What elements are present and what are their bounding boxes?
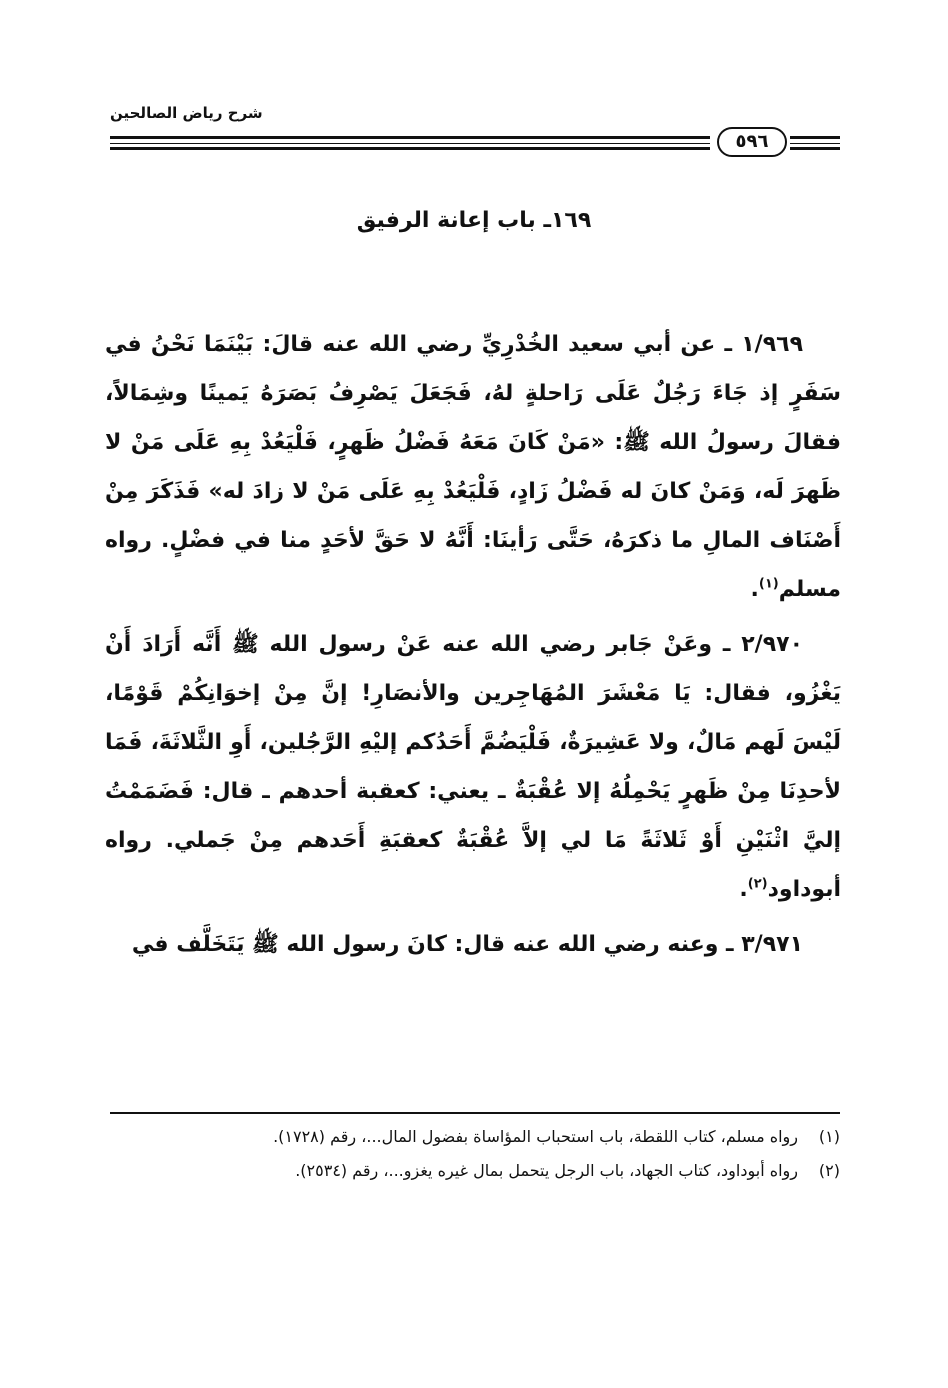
hadith-paragraph xyxy=(105,620,841,914)
hadith-end: . xyxy=(750,577,759,602)
hadith-text: ـ وعَنْ جَابر رضي الله عنه عَنْ رسول الله ﷺ أَنَّه أَرَادَ أَنْ يَغْزُو، فقال: يَا مَعْشَرَ المُهَاجِرين والأنصَارِ! إنَّ مِنْ إخوَانِكُمْ قَوْمًا، لَيْسَ لَهم مَالٌ، ولا عَشِيرَةٌ، فَلْيَضُمَّ أَحَدُكم إليْهِ الرَّجُلين، أَوِ الثَّلاثَةَ، فَمَا لأحدِنَا مِنْ ظَهرٍ يَحْمِلُهُ إلا عُقْبَةٌ ـ يعني: كعقبة أحدهم ـ قال: فَضَمَمْتُ إليَّ اثْنَيْنِ أَوْ ثَلاثَةً مَا لي إلاَّ عُقْبَةٌ كعقبَةِ أَحَدهم مِنْ جَملي. رواه أبوداود xyxy=(105,632,841,902)
footnotes xyxy=(110,1122,840,1190)
running-title: شرح رياض الصالحين xyxy=(110,104,263,122)
hadith-number: ١/٩٦٩ xyxy=(741,332,803,357)
footnote-text: رواه أبوداود، كتاب الجهاد، باب الرجل يتحمل بمال غيره يغزو...، رقم (٢٥٣٤). xyxy=(295,1161,798,1180)
hadith-end: . xyxy=(739,877,748,902)
hadith-paragraph xyxy=(105,920,841,969)
hadith-text: ـ وعنه رضي الله عنه قال: كانَ رسول الله ﷺ يَتَخَلَّف في xyxy=(131,932,742,957)
footnote xyxy=(110,1122,840,1152)
header-rule xyxy=(110,143,710,144)
header-rule xyxy=(790,136,840,139)
header-rule xyxy=(110,136,710,139)
footnote xyxy=(110,1156,840,1186)
hadith-number: ٣/٩٧١ xyxy=(741,932,803,957)
footnote-separator xyxy=(110,1112,840,1114)
hadith-number: ٢/٩٧٠ xyxy=(741,632,803,657)
header-rule xyxy=(790,147,840,150)
body-text xyxy=(105,320,841,975)
footnote-number: (٢) xyxy=(818,1161,840,1180)
header-rule xyxy=(790,143,840,144)
page-number: ٥٩٦ xyxy=(717,127,787,157)
header-rule xyxy=(110,147,710,150)
footnote-number: (١) xyxy=(818,1127,840,1146)
chapter-heading: ١٦٩ـ باب إعانة الرفيق xyxy=(356,208,592,233)
hadith-text: ـ عن أبي سعيد الخُدْرِيِّ رضي الله عنه قالَ: بَيْنَمَا نَحْنُ في سَفَرٍ إذ جَاءَ رَجُلٌ عَلَى رَاحلةٍ لهُ، فَجَعَلَ يَصْرِفُ بَصَرَهُ يَمينًا وشِمَالاً، فقالَ رسولُ الله ﷺ: «مَنْ كَانَ مَعَهُ فَضْلُ ظَهرٍ، فَلْيَعُدْ بِهِ عَلَى مَنْ لا ظَهرَ لَه، وَمَنْ كانَ له فَضْلُ زَادٍ، فَلْيَعُدْ بِهِ عَلَى مَنْ لا زادَ له» فَذَكَرَ مِنْ أَصْنَاف المالِ ما ذكرَهُ، حَتَّى رَأينَا: أَنَّهُ لا حَقَّ لأحَدٍ منا في فضْلٍ. رواه مسلم xyxy=(105,332,841,602)
hadith-paragraph xyxy=(105,320,841,614)
footnote-text: رواه مسلم، كتاب اللقطة، باب استحباب المؤاساة بفضول المال...، رقم (١٧٢٨). xyxy=(273,1127,798,1146)
footnote-reference[interactable]: (١) xyxy=(758,576,779,592)
footnote-reference[interactable]: (٢) xyxy=(747,876,768,892)
